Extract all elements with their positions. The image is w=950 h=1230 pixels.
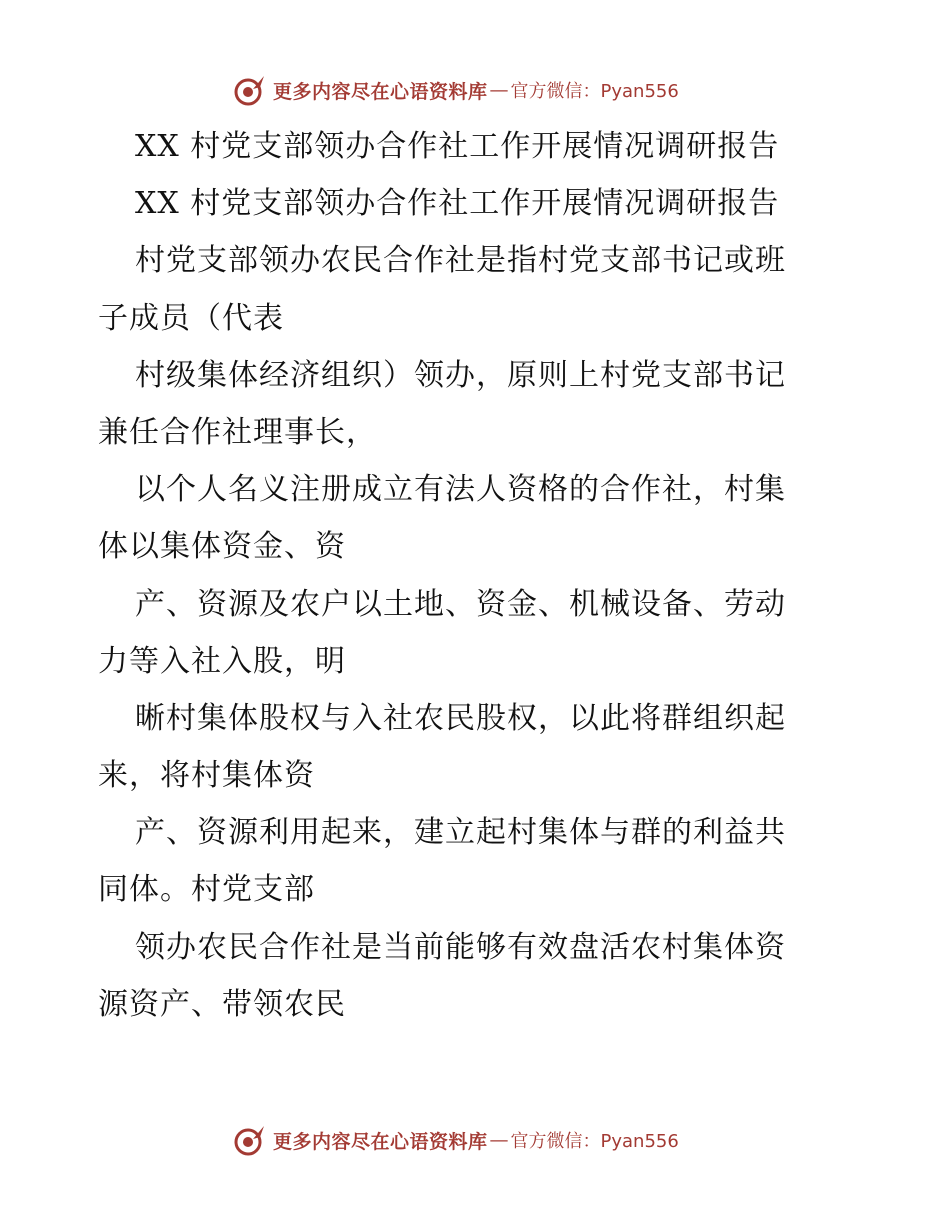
text-line: 村级集体经济组织）领办，原则上村党支部书记 [135, 357, 786, 393]
text-line: 村党支部领办农民合作社是指村党支部书记或班 [135, 243, 786, 279]
header-wechat-text: 官方微信：Pyan556 [510, 81, 679, 102]
text-line: 产、资源及农户以土地、资金、机械设备、劳动 [135, 586, 786, 622]
header-banner-text: 更多内容尽在心语资料库 [273, 80, 488, 103]
text-line: 源资产、带领农民 [98, 986, 346, 1022]
text-line: XX 村党支部领办合作社工作开展情况调研报告 [135, 186, 780, 222]
text-line: 体以集体资金、资 [98, 529, 346, 565]
footer-banner-text: 更多内容尽在心语资料库 [273, 1130, 488, 1153]
text-line: 产、资源利用起来，建立起村集体与群的利益共 [135, 815, 786, 851]
text-line: 子成员（代表 [98, 300, 284, 336]
text-line: 力等入社入股，明 [98, 643, 346, 679]
text-line: 晰村集体股权与入社农民股权，以此将群组织起 [135, 700, 786, 736]
text-line: 来，将村集体资 [98, 758, 315, 794]
header-banner [233, 72, 679, 108]
footer-banner [233, 1122, 679, 1158]
text-line: 兼任合作社理事长， [98, 414, 377, 450]
quill-logo-icon [233, 73, 267, 107]
text-line: 领办农民合作社是当前能够有效盘活农村集体资 [135, 929, 786, 965]
document-body [98, 118, 858, 1033]
text-line: 以个人名义注册成立有法人资格的合作社，村集 [135, 472, 786, 508]
footer-banner-separator: — [489, 1129, 509, 1151]
quill-logo-icon [233, 1123, 267, 1157]
text-line: 同体。村党支部 [98, 872, 315, 908]
text-line: XX 村党支部领办合作社工作开展情况调研报告 [135, 129, 780, 164]
footer-wechat-text: 官方微信：Pyan556 [510, 1131, 679, 1152]
header-banner-separator: — [489, 79, 509, 101]
